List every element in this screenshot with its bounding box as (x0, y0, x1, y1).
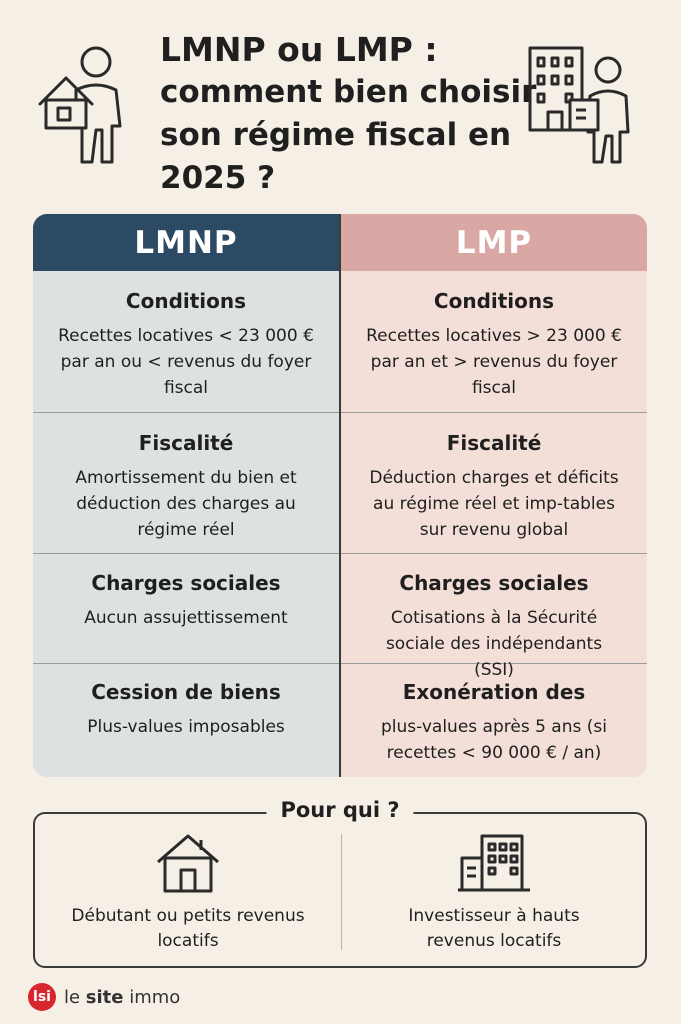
pour-qui-lmp (341, 814, 647, 966)
lmp-header: LMP (341, 214, 647, 271)
pour-qui-lmnp (35, 814, 341, 966)
lmp-conditions (341, 271, 647, 413)
lmp-column (341, 214, 647, 777)
lmp-charges-sociales (341, 554, 647, 680)
section-title: Cession de biens (91, 680, 281, 704)
person-with-building-icon (524, 44, 634, 166)
section-text: Cotisations à la Sécurité sociale des indépendants (SSI) (385, 608, 603, 680)
lmnp-cession (33, 664, 339, 777)
lmnp-charges-sociales (33, 554, 339, 664)
brand-bold: site (85, 986, 124, 1008)
brand-logo: lsi (28, 983, 56, 1011)
lmp-exoneration (341, 664, 647, 777)
page-title (160, 28, 540, 200)
lmp-fiscalite (341, 413, 647, 554)
lmnp-conditions (33, 271, 339, 413)
section-text: Amortissement du bien et déduction des charges au régime réel (75, 468, 297, 540)
section-text: plus-values après 5 ans (si recettes < 90 000 € / an) (381, 717, 607, 763)
section-text: Déduction charges et déficits au régime réel et imp-tables sur revenu global (369, 468, 619, 540)
pour-qui-box (33, 798, 647, 968)
section-title: Exonération des (402, 680, 586, 704)
person-with-house-icon (36, 42, 128, 166)
pour-qui-text: Débutant ou petits revenus locatifs (71, 906, 305, 951)
lmnp-fiscalite (33, 413, 339, 554)
brand-name (64, 987, 180, 1008)
brand-suffix: immo (123, 986, 181, 1008)
pour-qui-text: Investisseur à hauts revenus locatifs (408, 906, 580, 951)
house-icon (155, 832, 221, 894)
title-line-1: LMNP ou LMP : (160, 30, 438, 69)
brand-footer (28, 983, 180, 1011)
pour-qui-title: Pour qui ? (266, 798, 413, 822)
section-title: Fiscalité (446, 431, 542, 455)
lmnp-column (33, 214, 341, 777)
building-icon (456, 832, 532, 894)
section-text: Recettes locatives > 23 000 € par an et > revenus du foyer fiscal (366, 326, 622, 398)
section-text: Recettes locatives < 23 000 € par an ou < revenus du foyer fiscal (58, 326, 314, 398)
section-title: Conditions (433, 289, 555, 313)
section-title: Charges sociales (91, 571, 281, 595)
section-title: Conditions (125, 289, 247, 313)
section-text: Plus-values imposables (87, 717, 285, 737)
title-line-2: comment bien choisir son régime fiscal en 2025 ? (160, 74, 537, 196)
section-title: Fiscalité (138, 431, 234, 455)
brand-prefix: le (64, 986, 86, 1008)
lmnp-header: LMNP (33, 214, 339, 271)
section-title: Charges sociales (399, 571, 589, 595)
section-text: Aucun assujettissement (84, 608, 288, 628)
comparison-table (33, 214, 647, 777)
